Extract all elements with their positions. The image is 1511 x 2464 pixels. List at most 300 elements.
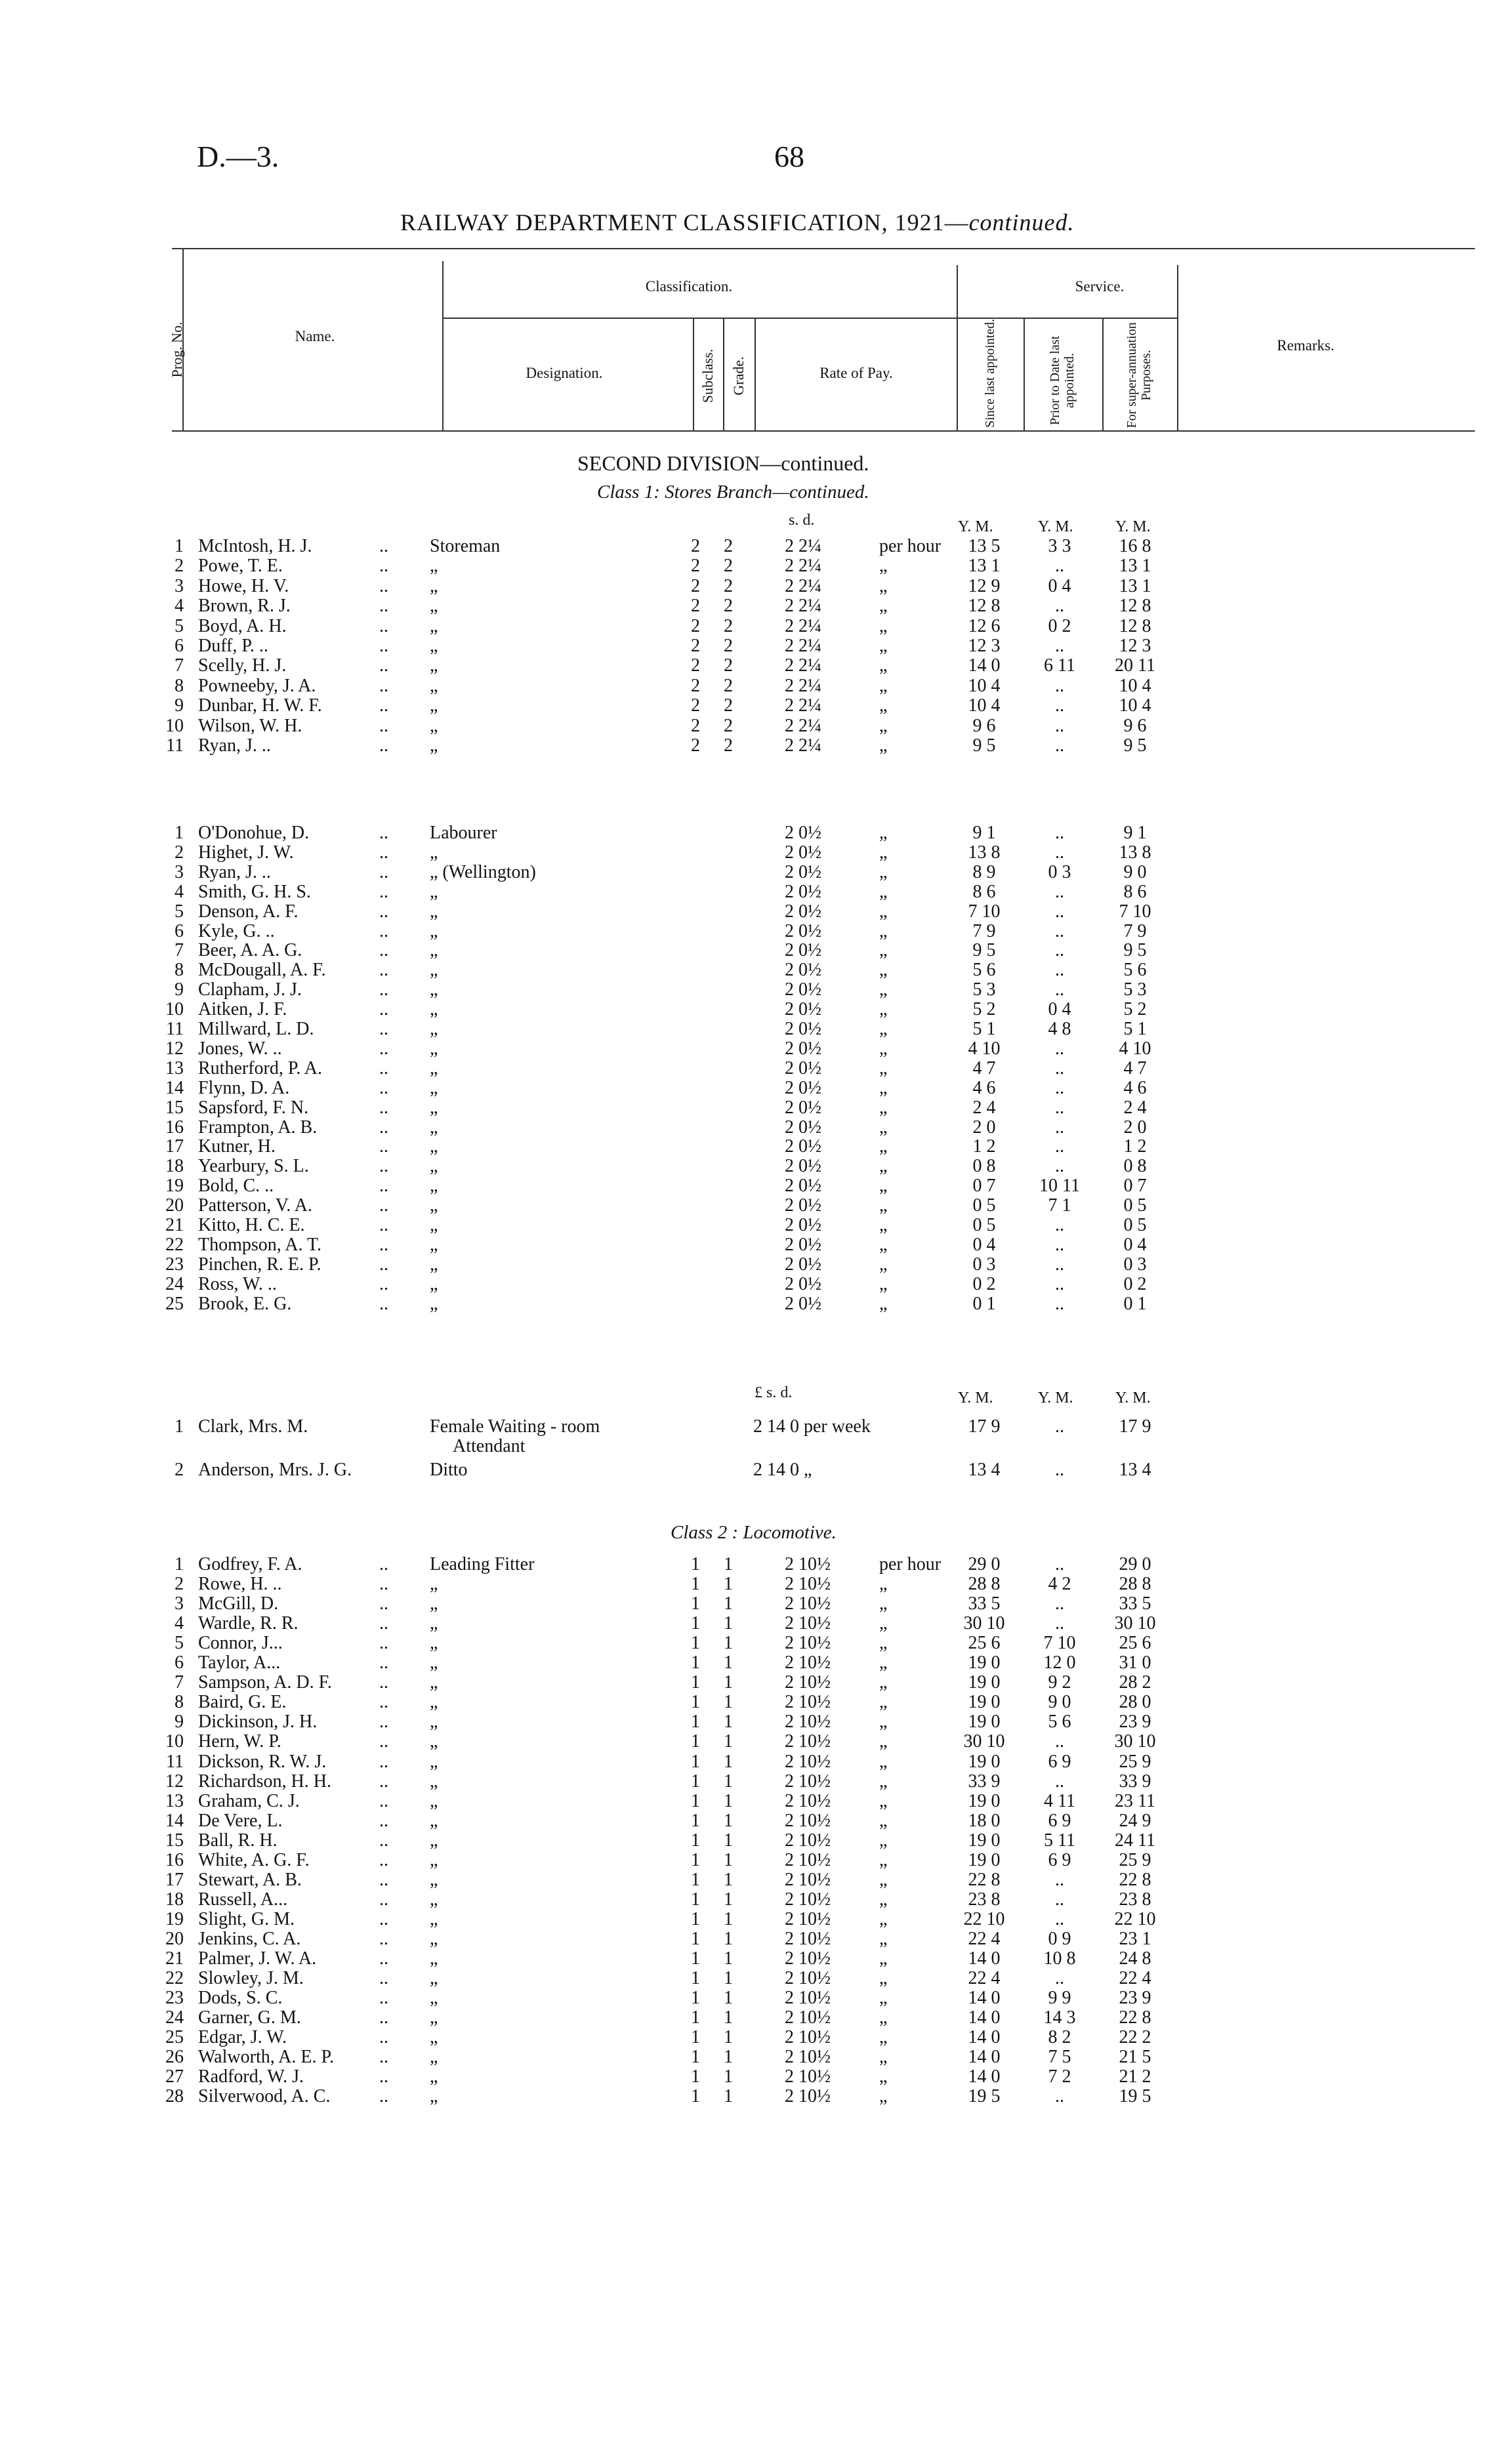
prior-to-appointment: 5 11 [1044, 1830, 1075, 1851]
pay-period: „ [879, 1948, 888, 1969]
since-last-appointed: 14 0 [968, 2047, 1001, 2068]
rate-of-pay: 2 10½ [785, 1968, 831, 1989]
table-row [0, 577, 1511, 596]
table-row [0, 1137, 1511, 1157]
document-code: D.—3. [197, 140, 279, 173]
table-row [0, 1752, 1511, 1772]
leader-dots: .. [379, 1136, 388, 1157]
table-row [0, 1614, 1511, 1633]
prior-to-appointment: 0 2 [1048, 615, 1071, 636]
table-row [0, 843, 1511, 863]
table-row [0, 696, 1511, 716]
table-row [0, 1988, 1511, 2008]
subclass: 1 [691, 2027, 700, 2048]
grade: 1 [724, 2047, 733, 2068]
grade: 1 [724, 1751, 733, 1772]
superannuation-service: 7 9 [1123, 920, 1147, 941]
pay-period: „ [879, 556, 888, 577]
superannuation-service: 0 4 [1123, 1234, 1147, 1255]
prior-to-appointment: .. [1055, 735, 1064, 756]
superannuation-service: 12 3 [1119, 636, 1151, 656]
prior-to-appointment: .. [1055, 823, 1064, 843]
prog-no: 10 [165, 999, 184, 1020]
employee-name: Bold, C. .. [198, 1176, 274, 1197]
pay-period: „ [879, 920, 888, 941]
since-last-appointed: 0 3 [972, 1254, 996, 1275]
table-row [0, 2008, 1511, 2028]
designation: „ [430, 1672, 438, 1693]
table-row [0, 617, 1511, 636]
pay-period: „ [879, 1593, 888, 1614]
since-last-appointed: 1 2 [972, 1136, 996, 1157]
designation: „ [430, 615, 438, 636]
leader-dots: .. [379, 1234, 388, 1255]
prior-to-appointment: 7 10 [1043, 1633, 1076, 1654]
superannuation-service: 0 1 [1123, 1293, 1147, 1314]
since-last-appointed: 19 0 [968, 1830, 1001, 1851]
rate-of-pay: 2 0½ [785, 861, 821, 882]
table-row [0, 716, 1511, 736]
pay-period: „ [879, 1057, 888, 1078]
table-row [0, 1653, 1511, 1673]
table-row [0, 596, 1511, 616]
since-last-appointed: 30 10 [963, 1731, 1005, 1752]
designation: „ [430, 1077, 438, 1098]
superannuation-service: 24 8 [1119, 1948, 1151, 1969]
since-last-appointed: 0 4 [972, 1234, 996, 1255]
employee-name: Brook, E. G. [198, 1293, 292, 1314]
leader-dots: .. [379, 2047, 388, 2068]
employee-name: Ryan, J. .. [198, 861, 271, 882]
leader-dots: .. [379, 636, 388, 656]
prog-no: 11 [166, 1751, 184, 1772]
grade: 2 [724, 536, 733, 556]
prog-no: 4 [175, 1613, 184, 1634]
since-last-appointed: 0 5 [972, 1215, 996, 1235]
designation: „ [430, 1830, 438, 1851]
rate-of-pay: 2 10½ [785, 1988, 831, 2009]
superannuation-service: 23 9 [1119, 1712, 1151, 1733]
prior-to-appointment: 0 4 [1048, 999, 1071, 1020]
superannuation-service: 30 10 [1114, 1731, 1156, 1752]
designation: „ [430, 1653, 438, 1673]
table-row [0, 1732, 1511, 1752]
prog-no: 17 [165, 1136, 184, 1157]
employee-name: Dods, S. C. [198, 1988, 283, 2009]
leader-dots: .. [379, 1771, 388, 1792]
superannuation-service: 9 5 [1123, 735, 1147, 756]
pay-period: „ [879, 842, 888, 863]
leader-dots: .. [379, 940, 388, 961]
header-grade: Grade. [730, 356, 747, 396]
prog-no: 1 [175, 823, 184, 843]
pay-period: „ [879, 1830, 888, 1851]
pay-period: „ [879, 901, 888, 922]
designation: „ [430, 842, 438, 863]
leader-dots: .. [379, 881, 388, 902]
rate-of-pay: 2 10½ [785, 1633, 831, 1654]
rate-of-pay: 2 10½ [785, 1593, 831, 1614]
designation: „ [430, 695, 438, 716]
designation: „ [430, 1195, 438, 1216]
prog-no: 18 [165, 1156, 184, 1177]
superannuation-service: 33 9 [1119, 1771, 1151, 1792]
prog-no: 21 [165, 1215, 184, 1235]
prog-no: 15 [165, 1097, 184, 1118]
employee-name: White, A. G. F. [198, 1849, 310, 1870]
employee-name: Kutner, H. [198, 1136, 276, 1157]
rate-of-pay: 2 10½ [785, 2027, 831, 2048]
superannuation-service: 0 5 [1123, 1195, 1147, 1216]
rate-of-pay: 2 0½ [785, 920, 821, 941]
prog-no: 20 [165, 1928, 184, 1949]
employee-name: Wardle, R. R. [198, 1613, 299, 1634]
prog-no: 14 [165, 1077, 184, 1098]
prog-no: 6 [175, 1653, 184, 1673]
employee-name: Kitto, H. C. E. [198, 1215, 305, 1235]
superannuation-service: 12 8 [1119, 615, 1151, 636]
designation: „ [430, 1057, 438, 1078]
prior-to-appointment: .. [1055, 556, 1064, 577]
designation: „ [430, 1889, 438, 1910]
rate-of-pay: 2 10½ [785, 1810, 831, 1831]
pay-period: „ [879, 596, 888, 617]
rate-of-pay: 2 0½ [785, 901, 821, 922]
designation: „ [430, 1869, 438, 1890]
rate-of-pay: 2 0½ [785, 1136, 821, 1157]
subclass: 1 [691, 1731, 700, 1752]
header-prior: Prior to Date last appointed. [1048, 335, 1077, 426]
pay-period: „ [879, 735, 888, 756]
since-last-appointed: 14 0 [968, 655, 1001, 676]
rate-of-pay: 2 0½ [785, 1156, 821, 1177]
grade: 2 [724, 715, 733, 736]
prog-no: 10 [165, 1731, 184, 1752]
pay-period: „ [879, 861, 888, 882]
designation: „ [430, 881, 438, 902]
prior-to-appointment: 7 2 [1048, 2066, 1071, 2087]
prog-no: 7 [175, 655, 184, 676]
employee-name: Dickson, R. W. J. [198, 1751, 327, 1772]
designation: „ [430, 1771, 438, 1792]
employee-name: Boyd, A. H. [198, 615, 287, 636]
subclass: 1 [691, 1574, 700, 1595]
since-last-appointed: 9 1 [972, 823, 996, 843]
since-divider [1024, 319, 1025, 430]
leader-dots: .. [379, 1869, 388, 1890]
designation: „ [430, 920, 438, 941]
superannuation-service: 0 7 [1123, 1176, 1147, 1197]
superannuation-service: 13 4 [1119, 1460, 1151, 1480]
leader-dots: .. [379, 823, 388, 843]
subclass: 1 [691, 1653, 700, 1673]
prog-no: 2 [175, 556, 184, 577]
prior-to-appointment: 6 9 [1048, 1810, 1071, 1831]
employee-name: Hern, W. P. [198, 1731, 281, 1752]
grade: 2 [724, 735, 733, 756]
prog-no: 11 [166, 1019, 184, 1039]
superannuation-service: 21 5 [1119, 2047, 1151, 2068]
prog-no: 13 [165, 1057, 184, 1078]
subclass: 1 [691, 1771, 700, 1792]
designation: „ [430, 1692, 438, 1713]
superannuation-service: 5 2 [1123, 999, 1147, 1020]
grade: 1 [724, 2007, 733, 2028]
since-last-appointed: 19 0 [968, 1712, 1001, 1733]
designation: „ [430, 596, 438, 617]
designation: „ [430, 1613, 438, 1634]
table-row [0, 1196, 1511, 1216]
superannuation-service: 2 4 [1123, 1097, 1147, 1118]
leader-dots: .. [379, 536, 388, 556]
employee-name: Russell, A... [198, 1889, 288, 1910]
grade: 1 [724, 1889, 733, 1910]
units-ym-since-att: Y. M. [958, 1389, 993, 1407]
header-name: Name. [295, 328, 335, 344]
rate-of-pay: 2 2¼ [785, 695, 821, 716]
prog-no: 2 [175, 842, 184, 863]
superannuation-service: 7 10 [1119, 901, 1151, 922]
grade-divider [755, 319, 756, 430]
designation: „ [430, 960, 438, 981]
employee-name: Clark, Mrs. M. [198, 1416, 308, 1437]
designation: Ditto [430, 1460, 468, 1480]
prog-no: 18 [165, 1889, 184, 1910]
leader-dots: .. [379, 695, 388, 716]
grade: 1 [724, 1928, 733, 1949]
employee-name: Yearbury, S. L. [198, 1156, 309, 1177]
subclass: 1 [691, 1672, 700, 1693]
subclass: 2 [691, 556, 700, 577]
prior-to-appointment: .. [1055, 1254, 1064, 1275]
designation: „ [430, 655, 438, 676]
since-last-appointed: 9 5 [972, 735, 996, 756]
leader-dots: .. [379, 1057, 388, 1078]
employee-name: Baird, G. E. [198, 1692, 287, 1713]
employee-name: McGill, D. [198, 1593, 279, 1614]
grade: 2 [724, 596, 733, 617]
prior-to-appointment: .. [1055, 675, 1064, 696]
leader-dots: .. [379, 596, 388, 617]
leader-dots: .. [379, 1692, 388, 1713]
grade: 1 [724, 1908, 733, 1929]
designation: „ [430, 1731, 438, 1752]
superannuation-service: 25 9 [1119, 1751, 1151, 1772]
superannuation-service: 4 7 [1123, 1057, 1147, 1078]
superannuation-service: 22 8 [1119, 1869, 1151, 1890]
superannuation-service: 13 1 [1119, 556, 1151, 577]
pay-period: „ [879, 2086, 888, 2107]
prog-no: 24 [165, 1273, 184, 1294]
grade: 1 [724, 2027, 733, 2048]
leader-dots: .. [379, 1751, 388, 1772]
table-row [0, 863, 1511, 882]
pay-period: „ [879, 960, 888, 981]
prog-no: 1 [175, 1554, 184, 1574]
subclass: 2 [691, 636, 700, 656]
superannuation-service: 24 9 [1119, 1810, 1151, 1831]
rate-of-pay: 2 2¼ [785, 655, 821, 676]
leader-dots: .. [379, 1948, 388, 1969]
pay-period: „ [879, 715, 888, 736]
subclass: 1 [691, 1889, 700, 1910]
superannuation-service: 22 4 [1119, 1968, 1151, 1989]
rate-of-pay: 2 0½ [785, 999, 821, 1020]
superannuation-service: 21 2 [1119, 2066, 1151, 2087]
since-last-appointed: 0 7 [972, 1176, 996, 1197]
pay-period: „ [879, 615, 888, 636]
leader-dots: .. [379, 1593, 388, 1614]
prog-no: 25 [165, 1293, 184, 1314]
since-last-appointed: 19 0 [968, 1790, 1001, 1811]
prior-to-appointment: .. [1055, 1117, 1064, 1138]
designation: „ [430, 735, 438, 756]
prior-to-appointment: .. [1055, 1273, 1064, 1294]
prior-to-appointment: .. [1055, 842, 1064, 863]
designation: „ [430, 575, 438, 596]
since-last-appointed: 14 0 [968, 2007, 1001, 2028]
prior-to-appointment: .. [1055, 1038, 1064, 1059]
prior-to-appointment: 4 8 [1048, 1019, 1071, 1039]
table-row [0, 1235, 1511, 1255]
designation: Female Waiting - room [430, 1416, 600, 1437]
table-row [0, 1890, 1511, 1910]
designation: Labourer [430, 823, 497, 843]
subclass: 1 [691, 2066, 700, 2087]
rate-of-pay: 2 0½ [785, 1293, 821, 1314]
employee-name: O'Donohue, D. [198, 823, 310, 843]
since-last-appointed: 19 0 [968, 1751, 1001, 1772]
pay-period: „ [879, 1889, 888, 1910]
superannuation-service: 9 5 [1123, 940, 1147, 961]
superannuation-service: 25 9 [1119, 1849, 1151, 1870]
superannuation-service: 23 11 [1115, 1790, 1155, 1811]
prior-to-appointment: 7 1 [1048, 1195, 1071, 1216]
employee-name: Ball, R. H. [198, 1830, 278, 1851]
prior-to-appointment: .. [1055, 1057, 1064, 1078]
designation: „ [430, 636, 438, 656]
leader-dots: .. [379, 1988, 388, 2009]
pay-period: „ [879, 1215, 888, 1235]
prior-to-appointment: 6 9 [1048, 1751, 1071, 1772]
prior-to-appointment: .. [1055, 1136, 1064, 1157]
prog-no: 9 [175, 979, 184, 1000]
prior-to-appointment: .. [1055, 1968, 1064, 1989]
superannuation-service: 10 4 [1119, 695, 1151, 716]
header-since: Since last appointed. [983, 318, 997, 428]
employee-name: Rutherford, P. A. [198, 1057, 322, 1078]
superannuation-service: 22 10 [1114, 1908, 1156, 1929]
prior-to-appointment: .. [1055, 1097, 1064, 1118]
designation: Storeman [430, 536, 501, 556]
superannuation-service: 8 6 [1123, 881, 1147, 902]
pay-period: „ [879, 1869, 888, 1890]
table-row [0, 1176, 1511, 1196]
since-last-appointed: 22 8 [968, 1869, 1001, 1890]
rate-of-pay: 2 2¼ [785, 636, 821, 656]
table-row [0, 556, 1511, 576]
table-row [0, 980, 1511, 1000]
table-row [0, 1275, 1511, 1294]
prog-no: 8 [175, 960, 184, 981]
since-last-appointed: 29 0 [968, 1554, 1001, 1574]
leader-dots: .. [379, 615, 388, 636]
grade: 1 [724, 1593, 733, 1614]
prog-no: 19 [165, 1908, 184, 1929]
designation: „ [430, 1948, 438, 1969]
prog-no: 6 [175, 636, 184, 656]
rate-of-pay: 2 2¼ [785, 675, 821, 696]
pay-period: per hour [879, 1554, 942, 1574]
grade: 1 [724, 1869, 733, 1890]
rate-of-pay: 2 2¼ [785, 596, 821, 617]
since-last-appointed: 18 0 [968, 1810, 1001, 1831]
superannuation-service: 9 6 [1123, 715, 1147, 736]
designation: „ [430, 999, 438, 1020]
since-last-appointed: 0 8 [972, 1156, 996, 1177]
superannuation-service: 0 8 [1123, 1156, 1147, 1177]
subclass: 2 [691, 615, 700, 636]
rate-of-pay: 2 2¼ [785, 536, 821, 556]
prog-no: 5 [175, 615, 184, 636]
rate-of-pay: 2 10½ [785, 1574, 831, 1595]
rate-of-pay: 2 0½ [785, 1176, 821, 1197]
prior-to-appointment: .. [1055, 1593, 1064, 1614]
prior-to-appointment: 9 2 [1048, 1672, 1071, 1693]
leader-dots: .. [379, 1273, 388, 1294]
employee-name: Radford, W. J. [198, 2066, 304, 2087]
grade: 2 [724, 556, 733, 577]
super-divider [1177, 265, 1178, 430]
rate-of-pay: 2 10½ [785, 1889, 831, 1910]
rate-of-pay: 2 10½ [785, 2066, 831, 2087]
prior-to-appointment: 10 11 [1039, 1176, 1080, 1197]
table-row [0, 1693, 1511, 1712]
superannuation-service: 23 1 [1119, 1928, 1151, 1949]
leader-dots: .. [379, 1038, 388, 1059]
table-row [0, 1969, 1511, 1988]
prog-no: 3 [175, 861, 184, 882]
table-row [0, 1460, 1511, 1480]
prior-to-appointment: .. [1055, 1869, 1064, 1890]
since-last-appointed: 13 1 [968, 556, 1001, 577]
prior-to-appointment: 6 9 [1048, 1849, 1071, 1870]
table-row [0, 736, 1511, 756]
leader-dots: .. [379, 1254, 388, 1275]
since-last-appointed: 33 5 [968, 1593, 1001, 1614]
pay-period: „ [879, 940, 888, 961]
since-last-appointed: 5 3 [972, 979, 996, 1000]
designation: „ [430, 901, 438, 922]
prior-to-appointment: .. [1055, 979, 1064, 1000]
since-last-appointed: 0 5 [972, 1195, 996, 1216]
since-last-appointed: 30 10 [963, 1613, 1005, 1634]
table-row [0, 1294, 1511, 1314]
table-row [0, 1712, 1511, 1732]
superannuation-service: 23 8 [1119, 1889, 1151, 1910]
prior-to-appointment: 7 5 [1048, 2047, 1071, 2068]
superannuation-service: 13 1 [1119, 575, 1151, 596]
prior-to-appointment: 12 0 [1043, 1653, 1076, 1673]
superannuation-service: 23 9 [1119, 1988, 1151, 2009]
prior-divider [1102, 319, 1104, 430]
pay-period: „ [879, 1613, 888, 1634]
since-last-appointed: 13 4 [968, 1460, 1001, 1480]
since-last-appointed: 2 0 [972, 1117, 996, 1138]
since-last-appointed: 22 10 [963, 1908, 1005, 1929]
subclass: 1 [691, 1869, 700, 1890]
designation: „ [430, 1234, 438, 1255]
